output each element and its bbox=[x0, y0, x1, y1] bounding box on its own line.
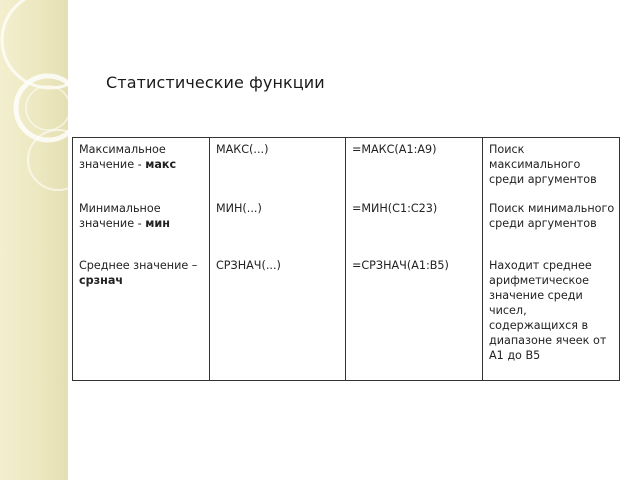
row-avg-description: Находит среднее арифметическое значение среди чисел, содержащихся в диапазоне ячеек от A1 до B5 bbox=[489, 259, 607, 362]
row-min-name: Минимальное значение - мин bbox=[79, 202, 170, 230]
decorative-side-strip bbox=[0, 0, 68, 480]
row-min-syntax: МИН(...) bbox=[216, 202, 262, 215]
row-avg-example: =СРЗНАЧ(A1:B5) bbox=[352, 259, 449, 272]
slide-title: Статистические функции bbox=[106, 73, 325, 92]
row-max-short: макс bbox=[145, 158, 177, 171]
row-min-description: Поиск минимального среди аргументов bbox=[489, 202, 615, 230]
row-min-short: мин bbox=[145, 217, 170, 230]
row-avg-syntax: СРЗНАЧ(...) bbox=[216, 259, 281, 272]
column-divider bbox=[345, 138, 346, 380]
row-max-name: Максимальное значение - макс bbox=[79, 143, 177, 171]
row-avg-name: Среднее значение – срзнач bbox=[79, 259, 198, 287]
row-max-example: =МАКС(A1:A9) bbox=[352, 143, 437, 156]
column-divider bbox=[209, 138, 210, 380]
functions-table bbox=[72, 137, 620, 381]
row-max-description: Поиск максимального среди аргументов bbox=[489, 143, 597, 186]
decorative-circles-icon bbox=[0, 0, 68, 480]
column-divider bbox=[482, 138, 483, 380]
row-max-syntax: МАКС(...) bbox=[216, 143, 269, 156]
row-min-example: =МИН(C1:C23) bbox=[352, 202, 438, 215]
row-avg-short: срзнач bbox=[79, 274, 124, 287]
